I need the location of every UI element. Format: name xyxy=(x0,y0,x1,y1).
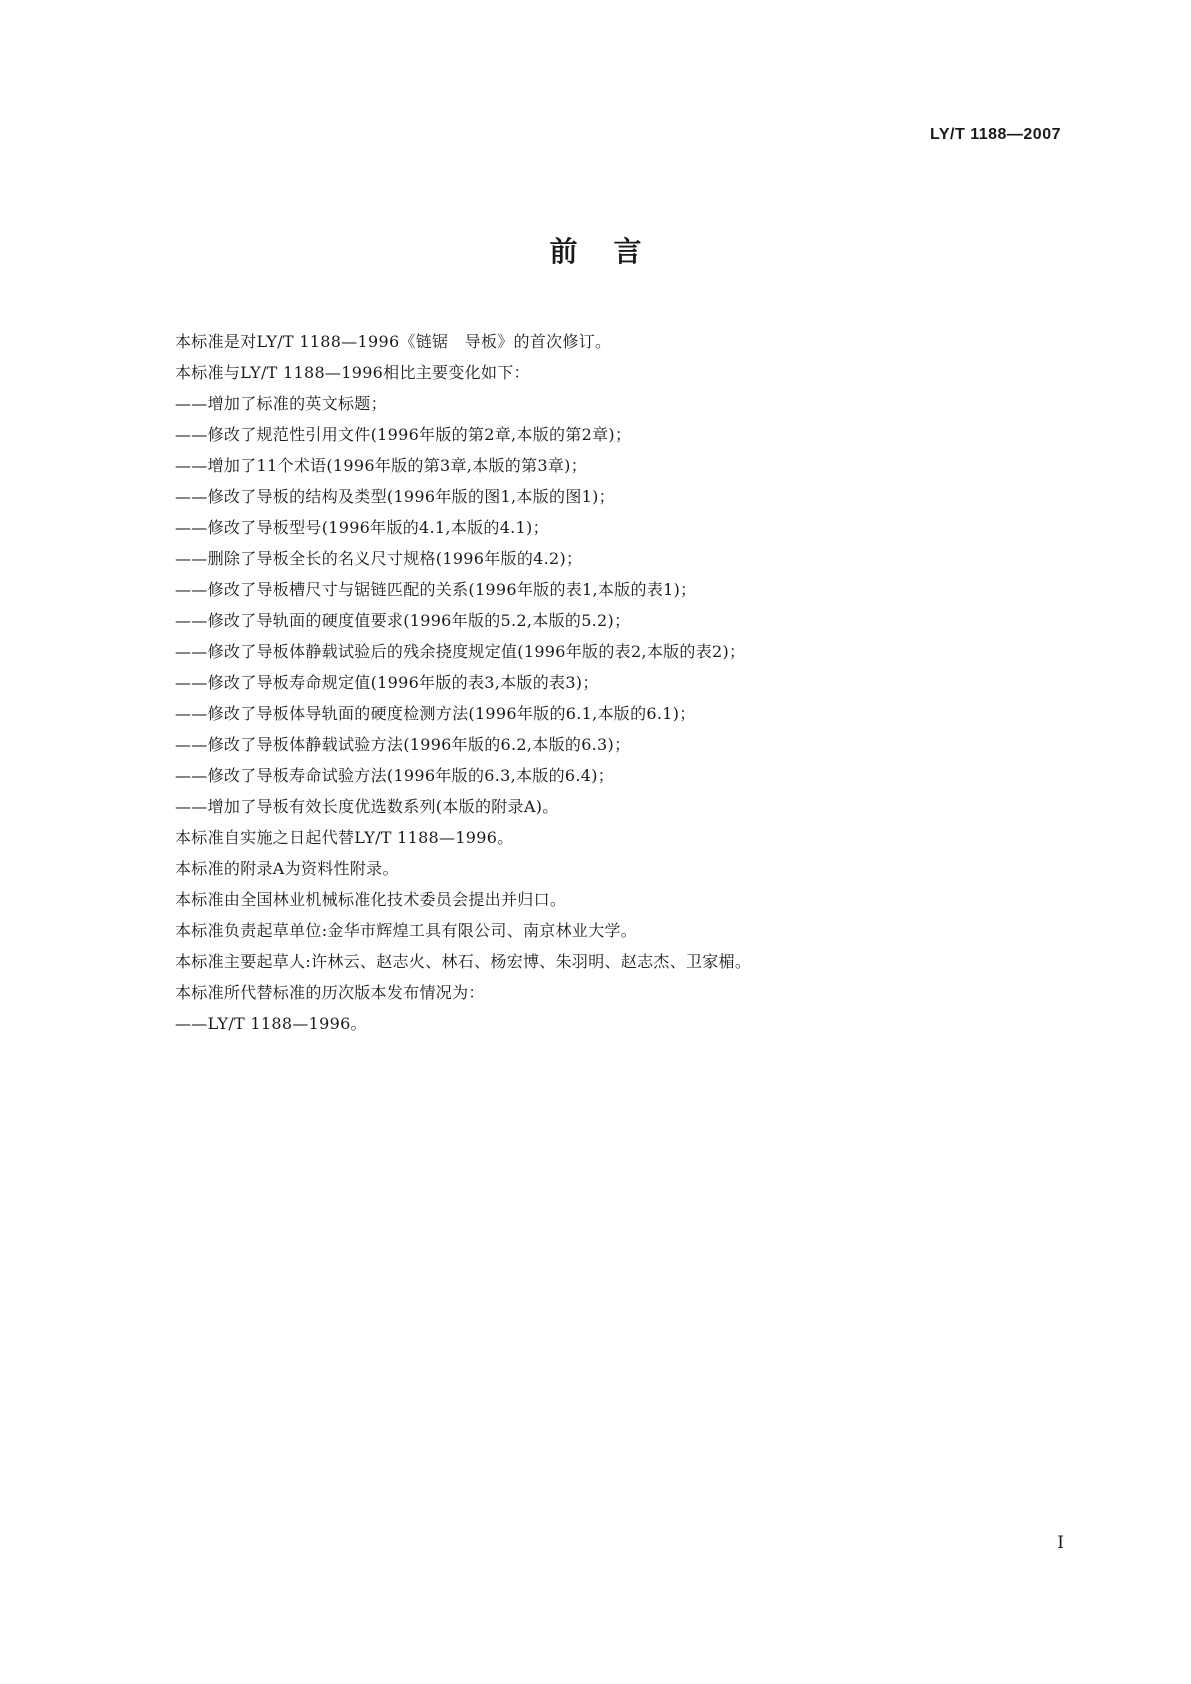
page-number: I xyxy=(1057,1533,1064,1553)
foreword-line: 本标准负责起草单位:金华市辉煌工具有限公司、南京林业大学。 xyxy=(175,921,638,940)
change-item: ——修改了规范性引用文件(1996年版的第2章,本版的第2章)； xyxy=(175,425,632,444)
foreword-line: 本标准与LY/T 1188—1996相比主要变化如下： xyxy=(175,363,530,382)
change-item: ——修改了导板槽尺寸与锯链匹配的关系(1996年版的表1,本版的表1)； xyxy=(175,580,697,599)
foreword-line: 本标准所代替标准的历次版本发布情况为： xyxy=(175,983,485,1002)
change-item: ——修改了导板体静载试验后的残余挠度规定值(1996年版的表2,本版的表2)； xyxy=(175,642,746,661)
foreword-line: 本标准自实施之日起代替LY/T 1188—1996。 xyxy=(175,828,514,847)
change-item: ——增加了11个术语(1996年版的第3章,本版的第3章)； xyxy=(175,456,588,475)
change-item: ——修改了导板寿命试验方法(1996年版的6.3,本版的6.4)； xyxy=(175,766,615,785)
foreword-line: 本标准主要起草人:许林云、赵志火、林石、杨宏博、朱羽明、赵志杰、卫家楣。 xyxy=(175,952,752,971)
change-item: ——修改了导板体静载试验方法(1996年版的6.2,本版的6.3)； xyxy=(175,735,631,754)
change-item: ——修改了导板体导轨面的硬度检测方法(1996年版的6.1,本版的6.1)； xyxy=(175,704,696,723)
foreword-line: 本标准由全国林业机械标准化技术委员会提出并归口。 xyxy=(175,890,567,909)
change-item: ——修改了导板寿命规定值(1996年版的表3,本版的表3)； xyxy=(175,673,599,692)
change-item: ——修改了导板的结构及类型(1996年版的图1,本版的图1)； xyxy=(175,487,615,506)
foreword-body xyxy=(175,326,1075,1039)
foreword-title: 前言 xyxy=(549,235,678,268)
change-item: ——增加了标准的英文标题； xyxy=(175,394,387,413)
change-item: ——修改了导板型号(1996年版的4.1,本版的4.1)； xyxy=(175,518,549,537)
foreword-line: 本标准是对LY/T 1188—1996《链锯 导板》的首次修订。 xyxy=(175,332,612,351)
history-item: ——LY/T 1188—1996。 xyxy=(175,1014,367,1033)
change-item: ——增加了导板有效长度优选数系列(本版的附录A)。 xyxy=(175,797,559,816)
change-item: ——删除了导板全长的名义尺寸规格(1996年版的4.2)； xyxy=(175,549,583,568)
foreword-line: 本标准的附录A为资料性附录。 xyxy=(175,859,399,878)
standard-number: LY/T 1188—2007 xyxy=(930,126,1061,143)
change-item: ——修改了导轨面的硬度值要求(1996年版的5.2,本版的5.2)； xyxy=(175,611,631,630)
